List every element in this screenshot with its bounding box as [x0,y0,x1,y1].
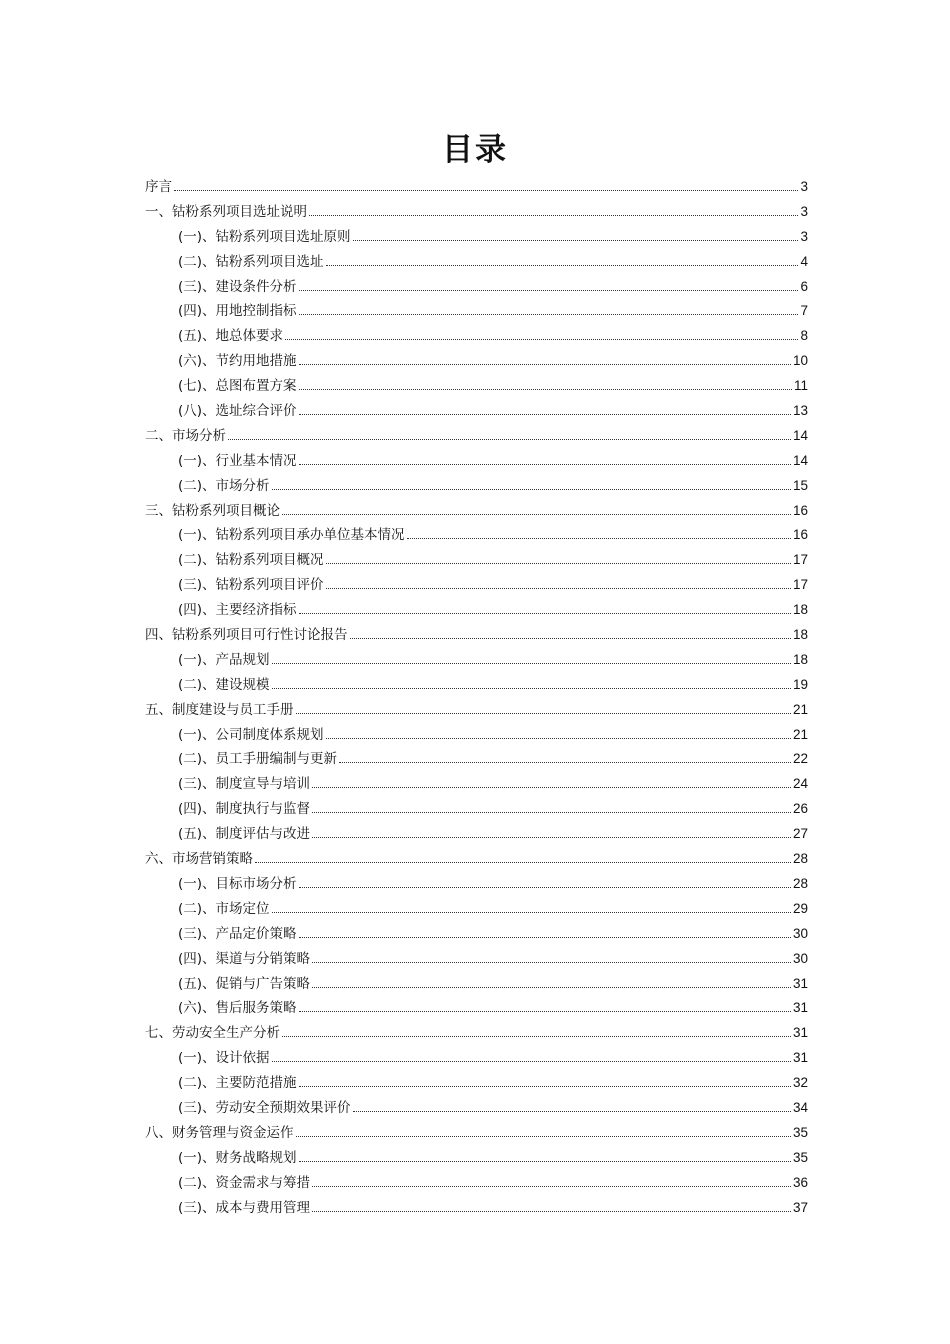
toc-dot-leader [299,454,791,465]
toc-entry-page-number: 7 [800,303,808,319]
toc-dot-leader [272,479,791,490]
toc-entry-page-number: 36 [792,1174,808,1190]
toc-dot-leader [272,678,791,689]
toc-entry[interactable] [145,299,808,324]
toc-entry-page-number: 15 [792,477,808,493]
toc-entry-page-number: 31 [792,975,808,991]
toc-entry-page-number: 21 [792,726,808,742]
toc-entry-text: (三)、成本与费用管理 [178,1199,311,1216]
toc-entry[interactable] [145,822,808,847]
toc-entry-text: (五)、促销与广告策略 [178,975,311,992]
toc-entry-text: (四)、主要经济指标 [178,602,297,619]
toc-dot-leader [326,728,791,739]
toc-entry[interactable] [145,349,808,374]
toc-entry[interactable] [145,847,808,872]
toc-dot-leader [312,1201,791,1212]
toc-entry-text: (二)、建设规模 [178,676,270,693]
toc-dot-leader [407,529,791,540]
toc-dot-leader [312,803,791,814]
toc-entry[interactable] [145,250,808,275]
toc-entry-page-number: 34 [792,1099,808,1115]
toc-entry-page-number: 6 [800,278,808,294]
toc-entry[interactable] [145,424,808,449]
toc-entry[interactable] [145,1121,808,1146]
toc-entry[interactable] [145,1046,808,1071]
toc-entry-page-number: 14 [792,452,808,468]
toc-dot-leader [299,1002,791,1013]
toc-list [145,175,808,1220]
toc-entry-page-number: 17 [792,552,808,568]
toc-dot-leader [299,1151,791,1162]
toc-entry-text: (三)、钴粉系列项目评价 [178,577,324,594]
toc-entry-page-number: 31 [792,1000,808,1016]
toc-entry[interactable] [145,897,808,922]
toc-entry-page-number: 21 [792,701,808,717]
toc-dot-leader [353,1101,791,1112]
toc-entry-page-number: 26 [792,801,808,817]
toc-entry-page-number: 18 [792,627,808,643]
toc-dot-leader [272,902,791,913]
toc-entry-page-number: 4 [800,253,808,269]
toc-dot-leader [282,504,791,515]
toc-dot-leader [228,429,791,440]
toc-entry-page-number: 35 [792,1124,808,1140]
toc-dot-leader [299,927,791,938]
toc-entry-page-number: 16 [792,502,808,518]
toc-entry[interactable] [145,698,808,723]
toc-entry[interactable] [145,648,808,673]
toc-entry-page-number: 28 [792,851,808,867]
toc-entry-page-number: 24 [792,776,808,792]
toc-dot-leader [350,628,791,639]
toc-entry-page-number: 8 [800,328,808,344]
toc-dot-leader [312,778,791,789]
toc-entry[interactable] [145,399,808,424]
toc-entry-text: 四、钴粉系列项目可行性讨论报告 [145,627,348,644]
toc-entry[interactable] [145,723,808,748]
toc-entry-text: 三、钴粉系列项目概论 [145,502,280,519]
toc-entry[interactable] [145,175,808,200]
toc-entry-text: (二)、员工手册编制与更新 [178,751,338,768]
toc-entry-text: (七)、总图布置方案 [178,378,297,395]
toc-entry-text: (四)、制度执行与监督 [178,801,311,818]
toc-entry-text: (三)、产品定价策略 [178,925,297,942]
toc-entry-page-number: 19 [792,676,808,692]
toc-dot-leader [255,852,791,863]
toc-entry-page-number: 3 [800,228,808,244]
toc-entry-page-number: 18 [792,651,808,667]
toc-entry-text: (五)、地总体要求 [178,328,284,345]
toc-entry-page-number: 11 [793,378,808,394]
toc-entry-text: (三)、建设条件分析 [178,278,297,295]
toc-entry-text: 七、劳动安全生产分析 [145,1025,280,1042]
toc-entry-text: (三)、劳动安全预期效果评价 [178,1099,351,1116]
toc-entry-text: (六)、节约用地措施 [178,353,297,370]
toc-entry[interactable] [145,673,808,698]
toc-dot-leader [299,1076,791,1087]
toc-dot-leader [299,379,792,390]
toc-entry[interactable] [145,947,808,972]
toc-entry-text: 二、市场分析 [145,427,226,444]
toc-dot-leader [299,355,791,366]
toc-entry-text: (五)、制度评估与改进 [178,826,311,843]
toc-dot-leader [326,554,791,565]
toc-entry-page-number: 30 [792,950,808,966]
toc-entry-page-number: 22 [792,751,808,767]
toc-dot-leader [312,1176,791,1187]
toc-entry-text: (四)、渠道与分销策略 [178,950,311,967]
toc-entry[interactable] [145,623,808,648]
toc-dot-leader [326,255,799,266]
toc-dot-leader [299,280,799,291]
toc-entry[interactable] [145,324,808,349]
toc-entry[interactable] [145,872,808,897]
toc-dot-leader [299,305,799,316]
toc-entry-text: (一)、钴粉系列项目选址原则 [178,228,351,245]
toc-entry-text: (四)、用地控制指标 [178,303,297,320]
toc-entry[interactable] [145,1196,808,1221]
toc-entry-text: (二)、市场定位 [178,900,270,917]
toc-entry-text: (一)、公司制度体系规划 [178,726,324,743]
toc-entry-page-number: 35 [792,1149,808,1165]
toc-dot-leader [299,603,791,614]
toc-entry-text: (一)、产品规划 [178,651,270,668]
toc-entry-page-number: 31 [792,1025,808,1041]
toc-entry-page-number: 29 [792,900,808,916]
toc-entry-text: (一)、钴粉系列项目承办单位基本情况 [178,527,405,544]
toc-entry[interactable] [145,1171,808,1196]
toc-dot-leader [339,753,791,764]
toc-entry[interactable] [145,225,808,250]
toc-entry[interactable] [145,1096,808,1121]
toc-entry[interactable] [145,598,808,623]
toc-entry[interactable] [145,797,808,822]
toc-dot-leader [312,952,791,963]
toc-entry-text: 八、财务管理与资金运作 [145,1124,294,1141]
toc-entry-text: (八)、选址综合评价 [178,403,297,420]
toc-entry-page-number: 18 [792,602,808,618]
toc-entry[interactable] [145,972,808,997]
toc-entry[interactable] [145,1021,808,1046]
toc-entry-text: (一)、设计依据 [178,1050,270,1067]
toc-entry-text: 五、制度建设与员工手册 [145,701,294,718]
toc-entry[interactable] [145,548,808,573]
toc-entry-page-number: 27 [792,826,808,842]
toc-entry-text: (二)、主要防范措施 [178,1075,297,1092]
toc-entry-page-number: 31 [792,1050,808,1066]
toc-entry[interactable] [145,200,808,225]
toc-entry-text: (二)、市场分析 [178,477,270,494]
toc-dot-leader [174,180,798,191]
toc-entry[interactable] [145,996,808,1021]
toc-dot-leader [326,579,791,590]
toc-dot-leader [312,827,791,838]
toc-entry[interactable] [145,449,808,474]
toc-entry-page-number: 16 [792,527,808,543]
toc-entry-page-number: 30 [792,925,808,941]
toc-entry[interactable] [145,747,808,772]
toc-entry[interactable] [145,499,808,524]
toc-dot-leader [272,653,791,664]
toc-entry[interactable] [145,1071,808,1096]
toc-entry-text: (一)、财务战略规划 [178,1149,297,1166]
page-title: 目录 [442,132,508,168]
toc-entry-page-number: 13 [792,403,808,419]
toc-entry-text: 一、钴粉系列项目选址说明 [145,203,307,220]
toc-entry-text: (一)、行业基本情况 [178,452,297,469]
toc-entry[interactable] [145,772,808,797]
toc-dot-leader [272,1051,791,1062]
toc-dot-leader [299,877,791,888]
toc-entry-text: 六、市场营销策略 [145,851,253,868]
toc-entry-page-number: 28 [792,875,808,891]
toc-entry[interactable] [145,922,808,947]
toc-entry-text: (六)、售后服务策略 [178,1000,297,1017]
toc-entry-text: (三)、制度宣导与培训 [178,776,311,793]
toc-entry-page-number: 37 [792,1199,808,1215]
toc-entry-text: (二)、钴粉系列项目概况 [178,552,324,569]
toc-entry-page-number: 32 [792,1075,808,1091]
toc-dot-leader [353,230,799,241]
toc-dot-leader [282,1027,791,1038]
toc-dot-leader [296,1126,791,1137]
toc-dot-leader [312,977,791,988]
toc-dot-leader [296,703,791,714]
toc-dot-leader [299,404,791,415]
toc-entry[interactable] [145,523,808,548]
toc-entry-text: (二)、资金需求与筹措 [178,1174,311,1191]
toc-entry-text: (一)、目标市场分析 [178,875,297,892]
toc-entry[interactable] [145,474,808,499]
toc-entry-page-number: 14 [792,427,808,443]
toc-entry-text: (二)、钴粉系列项目选址 [178,253,324,270]
toc-dot-leader [309,205,798,216]
toc-entry-page-number: 3 [800,203,808,219]
toc-entry-page-number: 3 [800,179,808,194]
toc-entry-page-number: 10 [792,353,808,369]
toc-entry[interactable] [145,1146,808,1171]
toc-dot-leader [285,330,798,341]
toc-entry-page-number: 17 [792,577,808,593]
toc-entry[interactable] [145,573,808,598]
toc-entry-text: 序言 [145,179,172,195]
toc-entry[interactable] [145,374,808,399]
toc-entry[interactable] [145,275,808,300]
